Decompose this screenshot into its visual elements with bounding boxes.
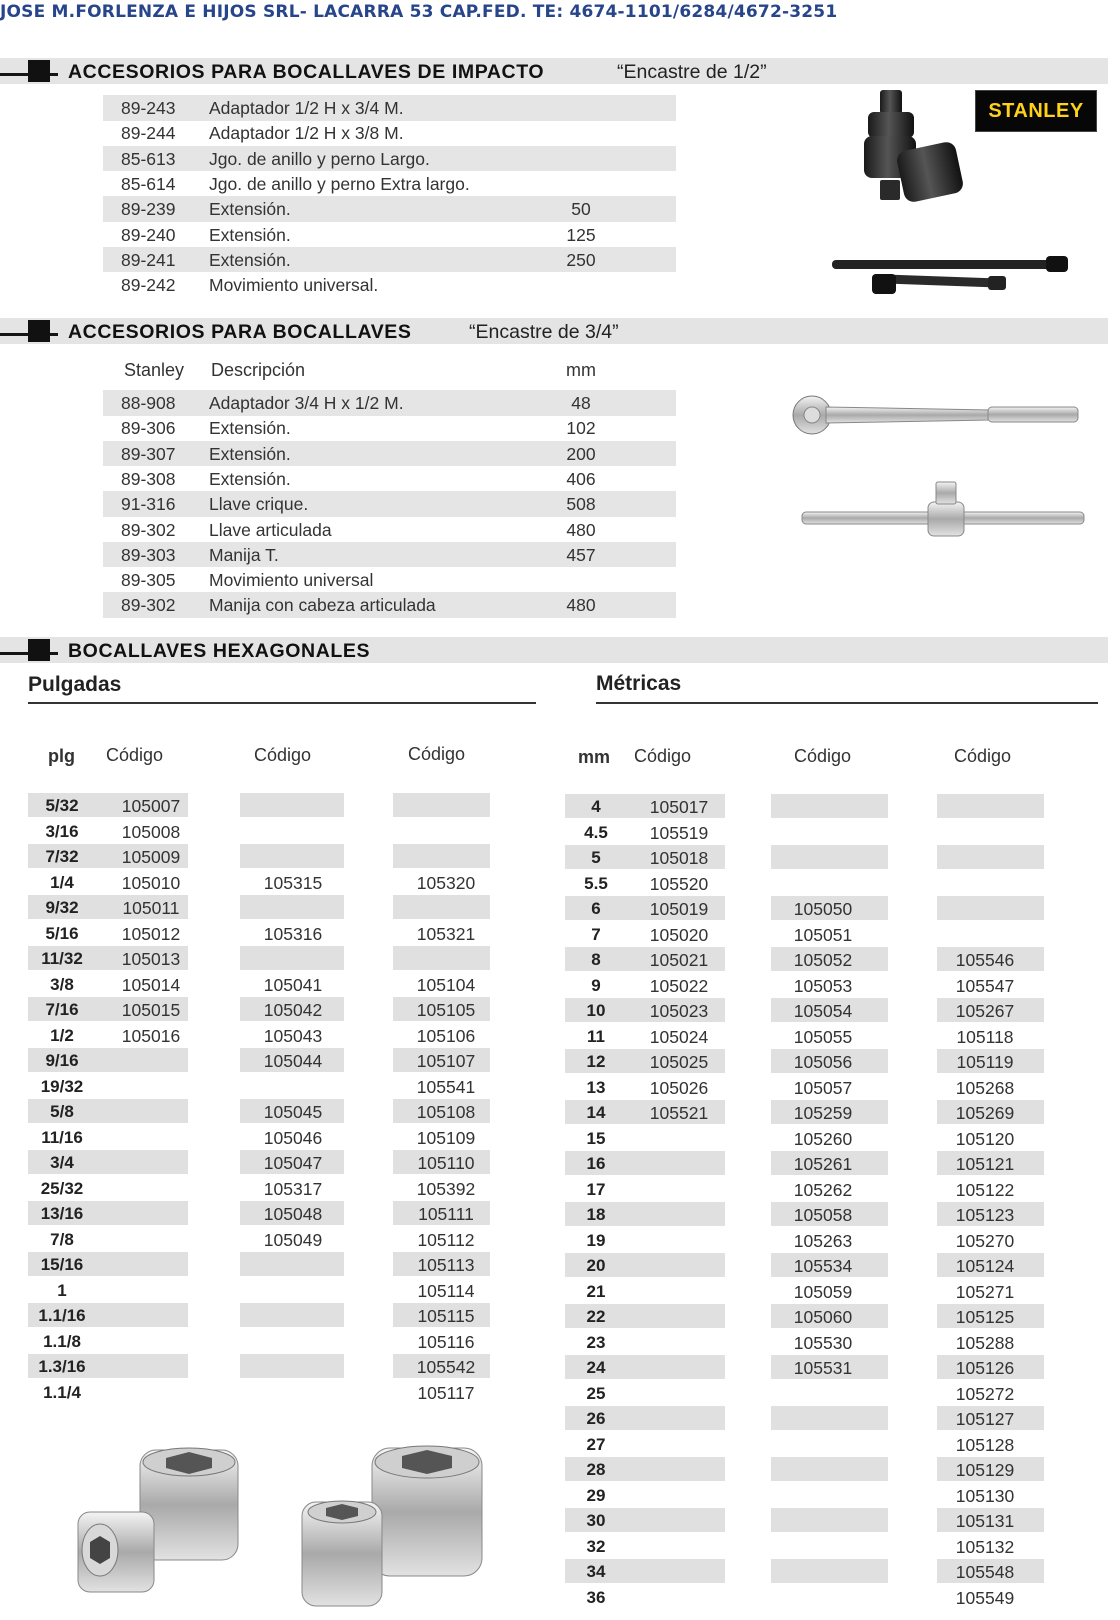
size-label: 3/16 xyxy=(45,821,79,841)
item-description: Extensión. xyxy=(209,418,291,439)
code-cell: 105320 xyxy=(416,872,476,893)
code-cell: 105118 xyxy=(956,1026,1014,1047)
item-description: Jgo. de anillo y perno Extra largo. xyxy=(209,173,470,194)
item-code: 89-240 xyxy=(121,224,176,245)
item-code: 89-307 xyxy=(121,443,176,464)
table-row xyxy=(0,1253,1120,1279)
table-row xyxy=(0,1381,1120,1407)
table-row xyxy=(0,947,1120,973)
code-cell: 105534 xyxy=(793,1256,853,1276)
item-description: Manija con cabeza articulada xyxy=(209,595,436,616)
size-label: 15 xyxy=(586,1128,606,1148)
code-cell: 105111 xyxy=(418,1204,474,1224)
code-cell: 105106 xyxy=(416,1025,476,1046)
code-cell: 105010 xyxy=(121,872,181,893)
table-row xyxy=(103,415,676,441)
size-label: 1.1/8 xyxy=(43,1331,81,1351)
item-description: Extensión. xyxy=(209,468,291,489)
code-cell: 105530 xyxy=(793,1332,853,1353)
item-mm: 200 xyxy=(566,443,596,464)
table-row xyxy=(0,973,1120,999)
size-label: 34 xyxy=(586,1562,606,1581)
table-row xyxy=(103,146,676,172)
item-code: 89-305 xyxy=(121,570,176,591)
code-cell: 105519 xyxy=(649,822,709,843)
item-mm: 50 xyxy=(571,199,591,220)
table-row xyxy=(0,998,1120,1024)
size-label: 10 xyxy=(586,1001,606,1020)
size-label: 16 xyxy=(586,1154,606,1173)
code-cell: 105048 xyxy=(263,1204,323,1224)
size-label: 1/4 xyxy=(50,872,74,892)
section-subtitle-accessories: “Encastre de 3/4” xyxy=(469,321,619,343)
table-row xyxy=(0,1406,1120,1432)
code-cell: 105115 xyxy=(417,1306,475,1326)
size-label: 23 xyxy=(586,1332,606,1352)
code-cell: 105520 xyxy=(649,873,709,894)
code-cell: 105109 xyxy=(416,1127,476,1148)
size-label: 5 xyxy=(591,848,601,867)
size-label: 6 xyxy=(591,899,601,918)
code-cell: 105117 xyxy=(417,1382,475,1403)
table-row xyxy=(103,272,676,298)
code-cell: 105008 xyxy=(121,821,181,842)
code-cell: 105131 xyxy=(955,1511,1015,1531)
code-cell: 105017 xyxy=(649,797,709,817)
code-cell: 105021 xyxy=(649,950,709,970)
code-cell: 105009 xyxy=(121,847,181,867)
inch-col-code-3: Código xyxy=(408,744,466,764)
size-label: 9 xyxy=(591,975,601,995)
code-cell: 105023 xyxy=(649,1001,709,1021)
table-row xyxy=(103,466,676,492)
item-description: Extensión. xyxy=(209,224,291,245)
code-cell: 105110 xyxy=(417,1153,475,1173)
code-cell: 105126 xyxy=(955,1358,1015,1378)
table-row xyxy=(0,1279,1120,1305)
row-shade xyxy=(937,896,1044,920)
size-label: 5/16 xyxy=(45,923,79,943)
size-label: 36 xyxy=(586,1587,606,1607)
size-label: 28 xyxy=(586,1460,606,1479)
size-label: 7/16 xyxy=(45,1000,79,1019)
item-description: Manija T. xyxy=(209,544,279,565)
table-row xyxy=(0,871,1120,897)
metric-heading-rule xyxy=(596,702,1098,704)
code-cell: 105026 xyxy=(649,1077,709,1098)
item-code: 85-613 xyxy=(121,148,176,169)
size-label: 9/16 xyxy=(45,1051,79,1070)
code-cell: 105270 xyxy=(955,1230,1015,1251)
code-cell: 105114 xyxy=(417,1280,475,1301)
code-cell: 105263 xyxy=(793,1230,853,1251)
size-label: 7 xyxy=(591,924,601,944)
code-cell: 105047 xyxy=(263,1153,323,1173)
code-cell: 105123 xyxy=(955,1205,1015,1225)
size-label: 17 xyxy=(586,1179,606,1199)
code-cell: 105521 xyxy=(649,1103,709,1123)
code-cell: 105011 xyxy=(122,898,180,918)
table-row xyxy=(0,1049,1120,1075)
size-label: 1.1/4 xyxy=(43,1382,81,1402)
code-cell: 105268 xyxy=(955,1077,1015,1098)
item-description: Movimiento universal. xyxy=(209,275,379,296)
metric-heading: Métricas xyxy=(596,672,682,695)
code-cell: 105107 xyxy=(416,1051,476,1071)
table-row xyxy=(103,491,676,517)
metric-col-size: mm xyxy=(578,747,611,767)
size-label: 19 xyxy=(586,1230,606,1250)
code-cell: 105112 xyxy=(417,1229,475,1250)
size-label: 25 xyxy=(586,1383,606,1403)
table-row xyxy=(0,845,1120,871)
code-cell: 105113 xyxy=(417,1255,475,1275)
code-cell: 105104 xyxy=(416,974,476,995)
inch-col-size: plg xyxy=(48,746,75,766)
inch-col-code-1: Código xyxy=(106,745,164,765)
item-description: Adaptador 1/2 H x 3/8 M. xyxy=(209,123,404,144)
item-code: 89-308 xyxy=(121,468,176,489)
item-mm: 102 xyxy=(566,418,596,439)
code-cell: 105262 xyxy=(793,1179,853,1200)
universal-joint-image xyxy=(860,86,970,216)
size-label: 12 xyxy=(586,1052,606,1071)
item-code: 91-316 xyxy=(121,494,176,515)
item-code: 89-303 xyxy=(121,544,176,565)
item-description: Jgo. de anillo y perno Largo. xyxy=(209,148,430,169)
code-cell: 105060 xyxy=(793,1307,853,1327)
item-code: 89-302 xyxy=(121,595,176,616)
section-title-impact: ACCESORIOS PARA BOCALLAVES DE IMPACTO xyxy=(68,61,545,83)
code-cell: 105547 xyxy=(955,975,1015,996)
code-cell: 105054 xyxy=(793,1001,853,1021)
metric-col-code-3: Código xyxy=(954,746,1012,766)
code-cell: 105059 xyxy=(793,1281,853,1302)
code-cell: 105044 xyxy=(263,1051,323,1071)
code-cell: 105041 xyxy=(263,974,323,995)
size-label: 13 xyxy=(586,1077,606,1097)
item-description: Adaptador 1/2 H x 3/4 M. xyxy=(209,98,404,118)
code-cell: 105549 xyxy=(955,1587,1015,1608)
code-cell: 105542 xyxy=(416,1357,476,1377)
item-code: 89-239 xyxy=(121,199,176,220)
item-description: Extensión. xyxy=(209,199,291,220)
code-cell: 105122 xyxy=(955,1179,1015,1200)
item-description: Llave articulada xyxy=(209,519,332,540)
section-bar-hex xyxy=(0,637,1105,663)
item-mm: 406 xyxy=(566,468,596,489)
row-shade xyxy=(771,794,888,818)
code-cell: 105541 xyxy=(416,1076,476,1097)
item-code: 85-614 xyxy=(121,173,176,194)
table-row xyxy=(0,820,1120,846)
table-row xyxy=(0,1202,1120,1228)
size-label: 26 xyxy=(586,1409,606,1428)
company-header: JOSE M.FORLENZA E HIJOS SRL- LACARRA 53 CAP.FED. TE: 4674-1101/6284/4672-3251 xyxy=(0,2,838,22)
ratchet-wrench-image xyxy=(790,393,1090,437)
item-description: Llave crique. xyxy=(209,494,309,515)
table-row xyxy=(103,120,676,146)
code-cell: 105108 xyxy=(416,1102,476,1122)
table-row xyxy=(0,922,1120,948)
code-cell: 105127 xyxy=(955,1409,1015,1429)
size-label: 32 xyxy=(586,1536,606,1556)
inch-col-code-2: Código xyxy=(254,745,312,765)
code-cell: 105015 xyxy=(121,1000,181,1020)
code-cell: 105105 xyxy=(416,1000,476,1020)
item-code: 89-302 xyxy=(121,519,176,540)
size-label: 5/8 xyxy=(50,1102,74,1121)
code-cell: 105050 xyxy=(793,899,853,919)
code-cell: 105012 xyxy=(121,923,181,944)
code-cell: 105260 xyxy=(793,1128,853,1149)
code-cell: 105019 xyxy=(649,899,709,919)
table-row xyxy=(103,196,676,222)
table-row xyxy=(103,95,676,121)
size-label: 4 xyxy=(591,797,601,816)
table-row xyxy=(103,247,676,273)
code-cell: 105116 xyxy=(417,1331,475,1352)
code-cell: 105316 xyxy=(263,923,323,944)
metric-col-code-2: Código xyxy=(794,746,852,766)
table-row xyxy=(0,1075,1120,1101)
size-label: 5.5 xyxy=(584,873,608,893)
code-cell: 105269 xyxy=(955,1103,1015,1123)
code-cell: 105043 xyxy=(263,1025,323,1046)
size-label: 9/32 xyxy=(45,898,79,917)
code-cell: 105046 xyxy=(263,1127,323,1148)
col-head-description: Descripción xyxy=(211,360,306,380)
size-label: 11 xyxy=(587,1026,605,1046)
size-label: 11/32 xyxy=(41,949,83,968)
code-cell: 105025 xyxy=(649,1052,709,1072)
code-cell: 105057 xyxy=(793,1077,853,1098)
code-cell: 105261 xyxy=(793,1154,853,1174)
table-row xyxy=(103,222,676,248)
size-label: 14 xyxy=(586,1103,606,1122)
size-label: 22 xyxy=(586,1307,606,1326)
code-cell: 105392 xyxy=(416,1178,476,1199)
section-bar-accessories xyxy=(0,318,1105,344)
code-cell: 105052 xyxy=(793,950,853,970)
code-cell: 105531 xyxy=(793,1358,853,1378)
code-cell: 105014 xyxy=(121,974,181,995)
code-cell: 105546 xyxy=(955,950,1015,970)
size-label: 24 xyxy=(586,1358,606,1377)
code-cell: 105049 xyxy=(263,1229,323,1250)
size-label: 21 xyxy=(586,1281,606,1301)
table-row xyxy=(0,1151,1120,1177)
size-label: 18 xyxy=(586,1205,606,1224)
item-code: 89-241 xyxy=(121,249,176,270)
code-cell: 105018 xyxy=(649,848,709,868)
code-cell: 105124 xyxy=(955,1256,1015,1276)
code-cell: 105120 xyxy=(955,1128,1015,1149)
size-label: 3/8 xyxy=(50,974,74,994)
size-label: 30 xyxy=(586,1511,606,1530)
extension-bars-image xyxy=(828,252,1074,312)
code-cell: 105548 xyxy=(955,1562,1015,1582)
table-row xyxy=(0,1100,1120,1126)
table-row xyxy=(0,1126,1120,1152)
code-cell: 105267 xyxy=(955,1001,1015,1021)
table-row xyxy=(103,542,676,568)
inch-heading: Pulgadas xyxy=(28,673,122,696)
section-marker xyxy=(28,320,50,342)
item-mm: 508 xyxy=(566,494,596,515)
code-cell: 105128 xyxy=(955,1434,1015,1455)
item-mm: 48 xyxy=(571,393,591,413)
size-label: 7/32 xyxy=(45,847,79,866)
item-mm: 480 xyxy=(566,519,596,540)
size-label: 1/2 xyxy=(50,1025,74,1045)
row-shade xyxy=(937,845,1044,869)
item-code: 89-244 xyxy=(121,123,176,144)
metric-col-code-1: Código xyxy=(634,746,692,766)
table-row xyxy=(103,592,676,618)
size-label: 13/16 xyxy=(40,1204,84,1223)
code-cell: 105317 xyxy=(263,1178,323,1199)
code-cell: 105045 xyxy=(263,1102,323,1122)
table-row xyxy=(0,1228,1120,1254)
table-row xyxy=(0,1330,1120,1356)
inch-heading-rule xyxy=(28,702,536,704)
size-label: 7/8 xyxy=(50,1229,74,1249)
code-cell: 105007 xyxy=(121,796,181,816)
stanley-logo: STANLEY xyxy=(975,90,1097,132)
item-description: Extensión. xyxy=(209,443,291,464)
item-code: 89-306 xyxy=(121,418,176,439)
item-description: Movimiento universal xyxy=(209,570,374,591)
item-mm: 125 xyxy=(566,224,596,245)
t-handle-image xyxy=(800,478,1090,548)
code-cell: 105056 xyxy=(793,1052,853,1072)
item-code: 88-908 xyxy=(121,393,176,413)
row-shade xyxy=(771,1457,888,1481)
code-cell: 105013 xyxy=(121,949,181,969)
size-label: 1 xyxy=(57,1280,67,1300)
item-description: Extensión. xyxy=(209,249,291,270)
code-cell: 105022 xyxy=(649,975,709,996)
code-cell: 105042 xyxy=(263,1000,323,1020)
table-row xyxy=(0,794,1120,820)
size-label: 20 xyxy=(586,1256,606,1275)
table-row xyxy=(0,1177,1120,1203)
code-cell: 105288 xyxy=(955,1332,1015,1353)
code-cell: 105024 xyxy=(649,1026,709,1047)
item-description: Adaptador 3/4 H x 1/2 M. xyxy=(209,393,404,413)
section-title-accessories: ACCESORIOS PARA BOCALLAVES xyxy=(68,321,412,343)
hex-sockets-image xyxy=(72,1438,502,1616)
code-cell: 105132 xyxy=(955,1536,1015,1557)
size-label: 1.3/16 xyxy=(38,1357,86,1376)
row-shade xyxy=(771,1559,888,1583)
row-shade xyxy=(771,1508,888,1532)
item-mm: 480 xyxy=(566,595,596,616)
section-bar-impact xyxy=(0,58,1105,84)
table-row xyxy=(0,1024,1120,1050)
size-label: 1.1/16 xyxy=(38,1306,86,1325)
size-label: 29 xyxy=(586,1485,606,1505)
item-mm: 457 xyxy=(566,544,596,565)
item-code: 89-242 xyxy=(121,275,176,296)
col-head-stanley: Stanley xyxy=(124,360,185,380)
size-label: 27 xyxy=(586,1434,606,1454)
table-row xyxy=(103,390,676,416)
code-cell: 105125 xyxy=(955,1307,1015,1327)
size-label: 25/32 xyxy=(40,1178,84,1198)
section-subtitle-impact: “Encastre de 1/2” xyxy=(617,61,767,83)
table-row xyxy=(103,171,676,197)
table-row xyxy=(0,896,1120,922)
code-cell: 105129 xyxy=(955,1460,1015,1480)
size-label: 3/4 xyxy=(50,1153,74,1172)
row-shade xyxy=(771,845,888,869)
code-cell: 105121 xyxy=(955,1154,1015,1174)
code-cell: 105119 xyxy=(956,1052,1014,1072)
col-head-mm: mm xyxy=(566,360,596,380)
code-cell: 105272 xyxy=(955,1383,1015,1404)
table-row xyxy=(103,567,676,593)
item-mm: 250 xyxy=(566,249,596,270)
code-cell: 105315 xyxy=(263,872,323,893)
size-label: 5/32 xyxy=(45,796,79,815)
code-cell: 105130 xyxy=(955,1485,1015,1506)
row-shade xyxy=(937,794,1044,818)
size-label: 8 xyxy=(591,950,601,969)
section-marker xyxy=(28,60,50,82)
code-cell: 105321 xyxy=(416,923,476,944)
size-label: 19/32 xyxy=(40,1076,84,1096)
size-label: 4.5 xyxy=(584,822,608,842)
table-row xyxy=(0,1355,1120,1381)
table-row xyxy=(0,1304,1120,1330)
item-code: 89-243 xyxy=(121,98,176,118)
table-row xyxy=(103,517,676,543)
code-cell: 105053 xyxy=(793,975,853,996)
section-marker xyxy=(28,639,50,661)
table-row xyxy=(103,441,676,467)
code-cell: 105055 xyxy=(793,1026,853,1047)
code-cell: 105016 xyxy=(121,1025,181,1046)
code-cell: 105271 xyxy=(955,1281,1015,1302)
code-cell: 105020 xyxy=(649,924,709,945)
code-cell: 105259 xyxy=(793,1103,853,1123)
section-title-hex: BOCALLAVES HEXAGONALES xyxy=(68,640,371,662)
size-label: 11/16 xyxy=(41,1127,83,1147)
size-label: 15/16 xyxy=(40,1255,84,1274)
row-shade xyxy=(771,1406,888,1430)
code-cell: 105051 xyxy=(793,924,853,945)
code-cell: 105058 xyxy=(793,1205,853,1225)
